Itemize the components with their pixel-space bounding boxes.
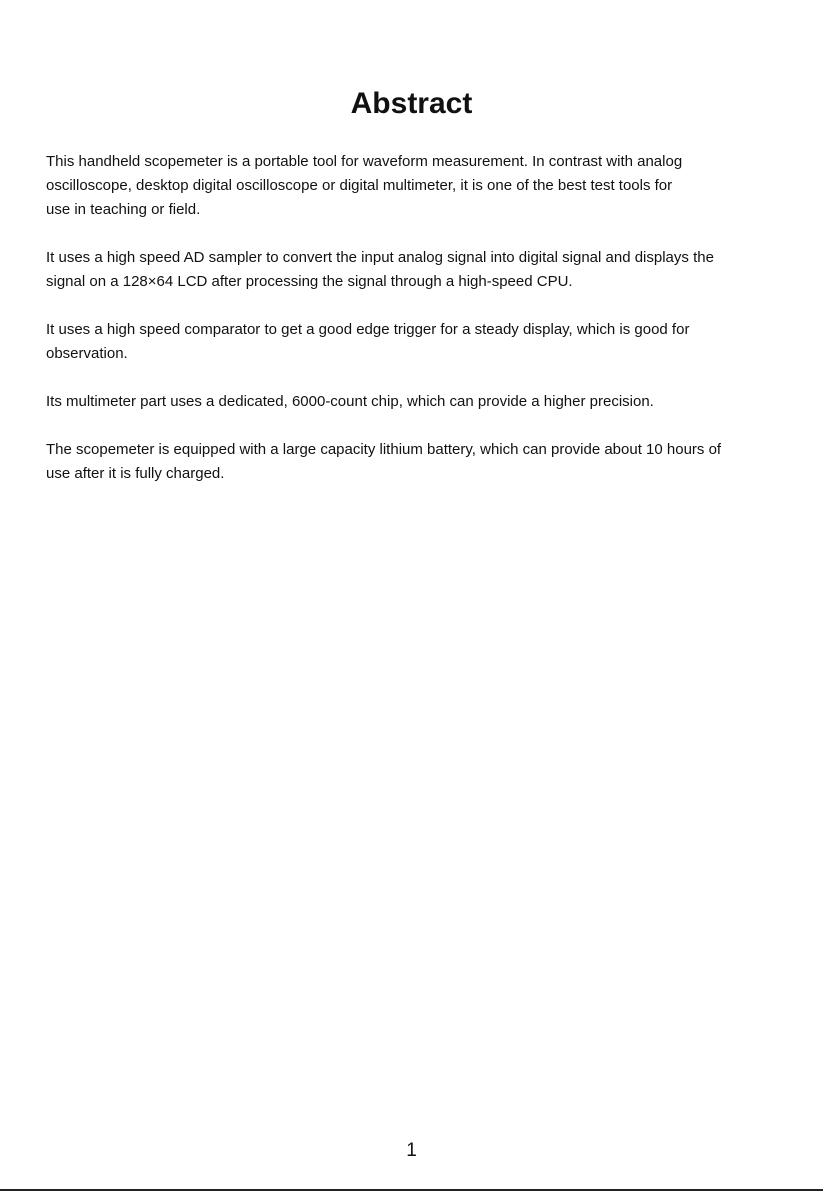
paragraph-line: signal on a 128×64 LCD after processing the signal through a high-speed CPU. [46,273,573,290]
page-number: 1 [406,1140,417,1161]
paragraph-multimeter [46,390,781,414]
page-title: Abstract [350,87,473,120]
paragraph-line: It uses a high speed comparator to get a good edge trigger for a steady display, which is good for [46,321,690,338]
paragraph-intro [46,150,781,222]
paragraph-line: The scopemeter is equipped with a large capacity lithium battery, which can provide about 10 hours of [46,441,722,458]
paragraph-line: It uses a high speed AD sampler to convert the input analog signal into digital signal and displays the [46,249,714,266]
paragraph-comparator [46,318,781,366]
paragraph-battery [46,438,781,486]
paragraph-line: oscilloscope, desktop digital oscilloscope or digital multimeter, it is one of the best test tools for [46,177,673,194]
paragraph-line: observation. [46,345,128,362]
paragraph-line: This handheld scopemeter is a portable tool for waveform measurement. In contrast with analog [46,153,683,170]
paragraph-line: use in teaching or field. [46,201,201,218]
paragraph-line: Its multimeter part uses a dedicated, 6000-count chip, which can provide a higher precision. [46,393,654,410]
paragraph-line: use after it is fully charged. [46,465,225,482]
paragraph-ad-sampler [46,246,781,294]
